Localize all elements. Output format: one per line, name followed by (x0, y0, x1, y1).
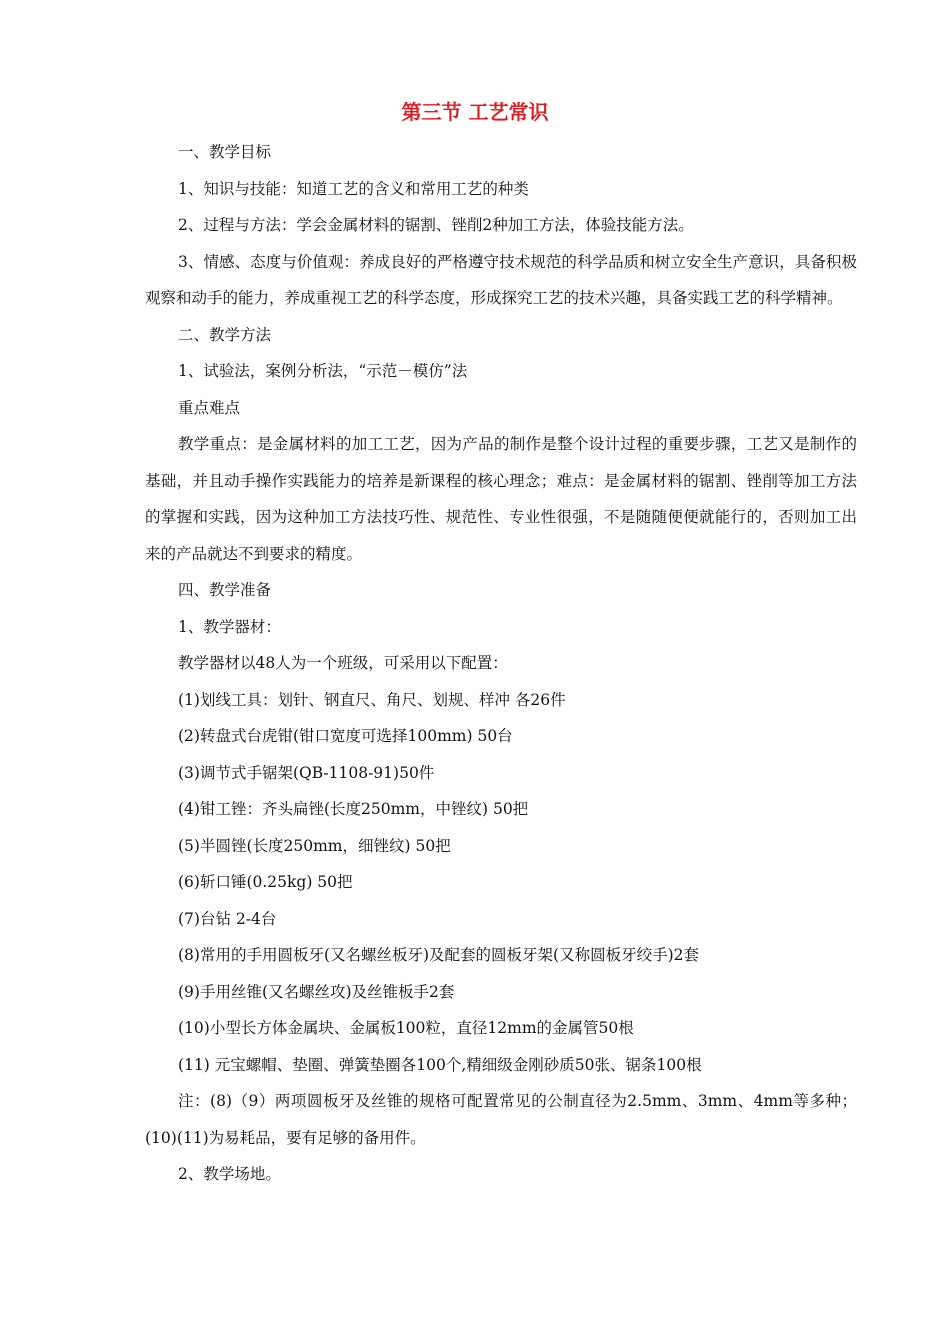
paragraph: 1、知识与技能：知道工艺的含义和常用工艺的种类 (178, 179, 529, 198)
paragraph: (2)转盘式台虎钳(钳口宽度可选择100mm) 50台 (178, 727, 513, 745)
paragraph: (4)钳工锉：齐头扁锉(长度250mm，中锉纹) 50把 (178, 800, 529, 818)
paragraph: 2、教学场地。 (178, 1165, 281, 1183)
paragraph: (1)划线工具：划针、钢直尺、角尺、划规、样冲 各26件 (178, 690, 566, 709)
paragraph: (11) 元宝螺帽、垫圈、弹簧垫圈各100个,精细级金刚砂质50张、锯条100根 (178, 1055, 702, 1074)
paragraph: 教学重点：是金属材料的加工工艺，因为产品的制作是整个设计过程的重要步骤，工艺又是制作的基础，并且动手操作实践能力的培养是新课程的核心理念；难点：是金属材料的锯割、锉削等加工方法的掌握和实践，因为这种加工方法技巧性、规范性、专业性很强，不是随随便便就能行的，否则加工出来的产品就达不到要求的精度。 (145, 435, 857, 563)
paragraph: (10)小型长方体金属块、金属板100粒，直径12mm的金属管50根 (178, 1019, 634, 1037)
paragraph: 2、过程与方法：学会金属材料的锯割、锉削2种加工方法，体验技能方法。 (178, 216, 694, 234)
paragraph: (8)常用的手用圆板牙(又名螺丝板牙)及配套的圆板牙架(又称圆板牙绞手)2套 (178, 946, 700, 964)
document-body (145, 134, 857, 1193)
paragraph: 一、教学目标 (178, 143, 272, 161)
paragraph: 3、情感、态度与价值观：养成良好的严格遵守技术规范的科学品质和树立安全生产意识，具备积极观察和动手的能力，养成重视工艺的科学态度，形成探究工艺的技术兴趣，具备实践工艺的科学精神。 (145, 252, 857, 307)
paragraph: 四、教学准备 (178, 581, 272, 599)
paragraph: 二、教学方法 (178, 325, 272, 344)
paragraph: 注：(8)（9）两项圆板牙及丝锥的规格可配置常见的公制直径为2.5mm、3mm、4mm等多种；(10)(11)为易耗品，要有足够的备用件。 (145, 1092, 857, 1147)
paragraph: 1、试验法，案例分析法，“示范－模仿”法 (178, 362, 468, 380)
paragraph: (5)半圆锉(长度250mm，细锉纹) 50把 (178, 836, 451, 855)
paragraph: 1、教学器材： (178, 617, 281, 636)
paragraph: (7)台钻 2-4台 (178, 909, 277, 928)
paragraph: (9)手用丝锥(又名螺丝攻)及丝锥板手2套 (178, 982, 455, 1001)
paragraph: (3)调节式手锯架(QB-1108-91)50件 (178, 763, 435, 782)
paragraph: (6)斩口锤(0.25kg) 50把 (178, 873, 353, 891)
paragraph: 教学器材以48人为一个班级，可采用以下配置： (178, 654, 508, 672)
document-title: 第三节 工艺常识 (401, 100, 549, 124)
paragraph: 重点难点 (178, 398, 241, 417)
